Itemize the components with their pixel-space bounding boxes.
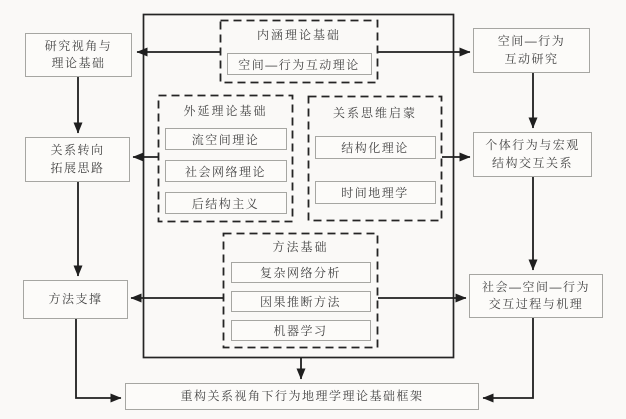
- box-label: 空间—行为: [497, 34, 566, 49]
- box-method-support: [23, 280, 128, 319]
- group-relational-thinking: [308, 96, 442, 221]
- arrow-method-support-to-framework: [76, 319, 121, 398]
- box-label: 关系转向: [50, 143, 105, 158]
- group-item-causal-inference: 因果推断方法: [231, 291, 371, 312]
- group-item-complex-network-analysis: 复杂网络分析: [231, 262, 371, 283]
- group-item-social-network-theory: 社会网络理论: [165, 160, 287, 182]
- box-label: 方法支撑: [48, 291, 103, 306]
- box-label: 理论基础: [51, 56, 106, 70]
- group-title: 关系思维启蒙: [332, 106, 417, 120]
- box-label: 社会—空间—行为: [481, 279, 590, 294]
- box-society-space-behavior: [469, 274, 603, 318]
- group-extension-theory: [158, 95, 293, 222]
- group-item-space-behavior-interaction-theory: 空间—行为互动理论: [227, 53, 372, 75]
- group-item-post-structuralism: 后结构主义: [165, 192, 287, 214]
- group-title: 内涵理论基础: [256, 28, 341, 42]
- group-item-space-of-flows-theory: 流空间理论: [165, 128, 287, 150]
- group-method-basis: [223, 233, 378, 348]
- box-space-behavior-research: [473, 28, 590, 73]
- box-label: 个体行为与宏观: [485, 138, 580, 153]
- group-connotation-theory: [220, 20, 378, 83]
- box-relational-turn: [25, 137, 130, 182]
- arrow-society-space-to-framework: [483, 318, 533, 398]
- group-item-structuration-theory: 结构化理论: [315, 136, 436, 159]
- box-label: 重构关系视角下行为地理学理论基础框架: [180, 388, 424, 403]
- box-label: 研究视角与: [44, 38, 113, 53]
- box-research-perspective: [25, 33, 132, 77]
- group-item-machine-learning: 机器学习: [231, 320, 371, 341]
- box-label: 结构交互关系: [491, 155, 573, 170]
- box-label: 拓展思路: [50, 160, 105, 175]
- box-label: 交互过程与机理: [488, 297, 584, 311]
- box-framework-conclusion: [125, 383, 479, 410]
- group-item-time-geography: 时间地理学: [315, 181, 436, 204]
- group-title: 方法基础: [272, 240, 329, 254]
- box-label: 互动研究: [504, 51, 559, 66]
- group-title: 外延理论基础: [183, 104, 268, 118]
- box-individual-macro-interaction: [473, 132, 592, 177]
